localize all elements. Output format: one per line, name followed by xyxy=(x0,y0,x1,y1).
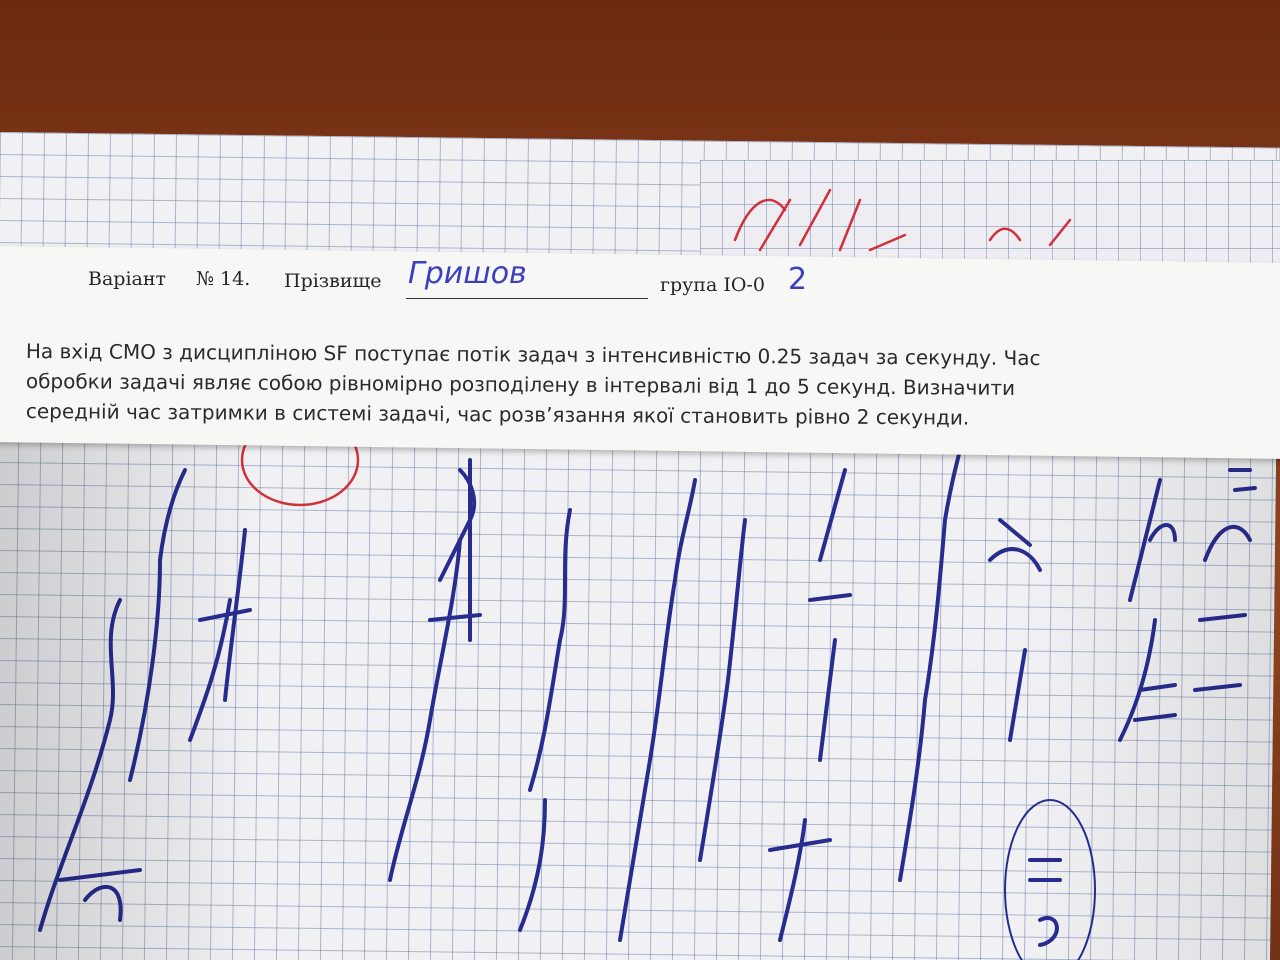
surname-handwritten: Гришов xyxy=(408,256,527,291)
variant-number: № 14. xyxy=(196,268,251,290)
surname-label: Прізвище xyxy=(284,270,382,292)
handwriting-column-1 xyxy=(40,470,250,930)
handwriting-column-2 xyxy=(390,460,745,940)
surname-underline xyxy=(406,298,648,299)
problem-line: середній час затримки в системі задачі, час розв’язання якої становить рівно 2 секунди. xyxy=(25,398,970,430)
group-digit-handwritten: 2 xyxy=(788,262,808,297)
problem-line: На вхід СМО з дисципліною SF поступає потік задач з інтенсивністю 0.25 задач за секунду. Час xyxy=(25,338,1041,371)
group-label: група ІО-0 xyxy=(660,274,765,296)
handwriting-column-3 xyxy=(770,450,1095,960)
problem-text xyxy=(25,336,1236,430)
variant-label: Варіант xyxy=(88,268,167,290)
problem-line: обробки задачі являє собою рівномірно розподілену в інтервалі від 1 до 5 секунд. Визначити xyxy=(25,368,1016,400)
handwriting-column-4 xyxy=(1120,470,1255,740)
